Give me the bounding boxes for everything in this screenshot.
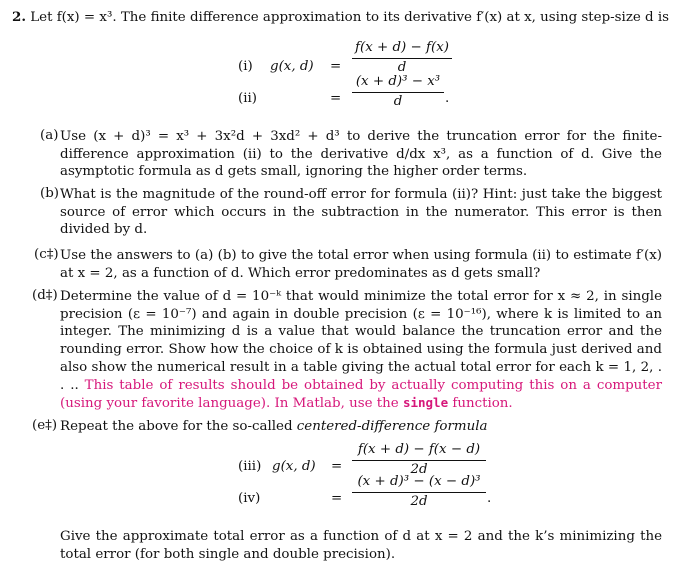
part-b-marker: (b) [40,186,60,201]
formula-ii-fraction [352,74,444,110]
closing-text: Give the approximate total error as a function of d at x = 2 and the k’s minimizing the total error (for both single and double precision). [60,529,662,562]
problem-number: 2. [12,9,26,25]
formula-ii-equals: = [330,91,342,106]
part-d-highlight [60,378,662,412]
part-d-marker: (d‡) [32,288,58,303]
part-d-highlight-text: This table of results should be obtained by actually computing this on a computer (using your favorite language). In Matlab, use the [60,377,662,412]
part-d-highlight-end: function. [448,396,513,412]
part-a-text: Use (x + d)³ = x³ + 3x²d + 3xd² + d³ to derive the truncation error for the finite-difference approximation (ii) to the derivative d/dx x³, as a function of d. Give the asymptotic formula as d gets small, ignoring the higher order terms. [60,129,662,180]
part-a-marker: (a) [40,128,59,143]
formula-ii-label: (ii) [238,91,258,106]
formula-ii-bar [352,92,444,93]
formula-i-denominator: d [397,60,407,75]
part-d-text: Determine the value of d = 10⁻ᵏ that would minimize the total error for x ≈ 2, in single precision (ε = 10⁻⁷) and again in double precision (ε = 10⁻¹⁶), where k is limited to an integer. The minimizing d is a value that would balance the truncation error and the rounding error. Show how the choice of k is obtained using the formula just derived and also show the numerical result in a table giving the actual total error for each k = 1, 2, . . .. [60,289,662,393]
single-function-code: single [402,395,449,411]
formula-iii-bar [352,460,486,461]
formula-i-bar [352,58,452,59]
formula-i-label: (i) [238,59,253,74]
formula-iv-numerator: (x + d)³ − (x − d)³ [357,474,481,489]
formula-ii-denominator: d [393,94,403,109]
formula-iv-equals: = [331,491,343,506]
formula-ii-numerator: (x + d)³ − x³ [355,74,441,89]
formula-iii-denominator: 2d [410,462,428,477]
formula-iv-denominator: 2d [410,494,428,509]
formula-i-numerator: f(x + d) − f(x) [355,40,449,55]
formula-iii-numerator: f(x + d) − f(x − d) [357,442,481,457]
formula-iv-period: . [487,491,492,506]
formula-i-equals: = [330,59,342,74]
part-e-italic: centered-difference formula [296,419,488,434]
part-b-text: What is the magnitude of the round-off error for formula (ii)? Hint: just take the biggest source of error which occurs in the subtraction in the numerator. This error is then divided by d. [60,187,662,238]
part-e-marker: (e‡) [32,418,58,433]
part-c-text: Use the answers to (a) (b) to give the total error when using formula (ii) to estimate f′(x) at x = 2, as a function of d. Which error predominates as d gets small? [60,248,662,281]
part-c-marker: (c‡) [34,247,59,262]
part-e-paragraph [60,418,662,436]
formula-i-fraction [352,40,452,76]
formula-i-lhs: g(x, d) [270,59,314,74]
formula-iii-equals: = [331,459,343,474]
part-e-text: Repeat the above for the so-called [60,419,297,434]
formula-iii-lhs: g(x, d) [272,459,316,474]
formula-iv-bar [352,492,486,493]
formula-iii-fraction [352,442,486,478]
problem-intro: Let f(x) = x³. The finite difference approximation to its derivative f′(x) at x, using step-size d is [30,10,670,25]
problem-header [12,9,669,26]
formula-ii-period: . [445,91,450,106]
formula-iii-label: (iii) [238,459,262,474]
part-d-paragraph [60,288,662,413]
formula-iv-label: (iv) [238,491,261,506]
formula-iv-fraction [352,474,486,510]
